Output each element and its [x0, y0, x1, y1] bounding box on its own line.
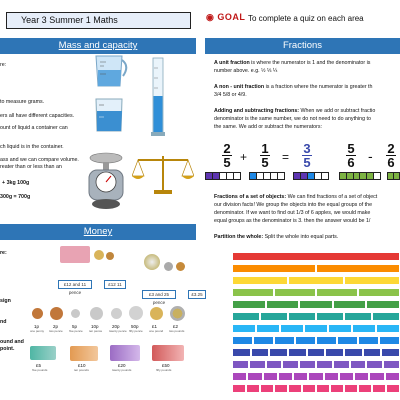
fraction-wall-cell [386, 384, 400, 393]
fraction-wall-cell [363, 348, 382, 357]
money-tag: £3 and 25 pence [142, 290, 176, 299]
coin-label: £1 [152, 324, 158, 329]
goal-logo-text: GOAL [217, 12, 246, 22]
fraction-wall-row [232, 372, 400, 381]
fraction-wall-cell [278, 372, 293, 381]
fraction-wall-cell [333, 300, 367, 309]
fractions-heading: Fractions [282, 40, 323, 51]
adding-fractions-text [214, 108, 400, 115]
balance-scale-icon [132, 152, 194, 196]
fraction-wall-cell [232, 264, 316, 273]
fraction-wall-cell [232, 312, 260, 321]
denominator: 5 [223, 155, 231, 170]
fraction-wall-cell [385, 372, 400, 381]
unit-fraction-desc: is where the numerator is 1 and the denominator is [249, 60, 371, 66]
denominator: 6 [347, 155, 355, 170]
fraction-wall-cell [369, 372, 384, 381]
money-header [0, 224, 196, 240]
fraction-wall-cell [256, 324, 280, 333]
beaker-icon [92, 97, 128, 133]
coin-image [94, 250, 104, 260]
fraction-wall-cell [232, 360, 249, 369]
fraction-wall-cell [266, 300, 300, 309]
fraction-wall-cell [358, 336, 379, 345]
fraction-wall-cell [288, 348, 307, 357]
fraction-wall-cell [293, 372, 308, 381]
ten-pence-coin [90, 307, 103, 320]
fraction-wall-cell [251, 348, 270, 357]
fraction-wall-cell [366, 360, 383, 369]
unit-fraction-example: number above. e.g. ½ ⅓ ¼ [214, 68, 278, 74]
fraction-wall-cell [358, 288, 400, 297]
fraction-5-6 [344, 142, 358, 169]
fraction-wall-cell [288, 276, 344, 285]
fraction-wall-cell [232, 300, 266, 309]
five-pound-note [30, 346, 56, 360]
fraction-wall-cell [383, 360, 400, 369]
set-fractions-desc-3: denominator. If we want to find out 1/3 of 6 apples, we would make [214, 210, 371, 216]
coin-sublabel: one penny [30, 329, 45, 333]
fraction-wall-cell [344, 312, 372, 321]
coin-sublabel: ten pence [89, 329, 103, 333]
measuring-jug-icon [90, 52, 130, 88]
fraction-wall-cell [381, 348, 400, 357]
partition-desc: Split the whole into equal parts. [263, 234, 339, 240]
fraction-1-5 [258, 142, 272, 169]
mass-line-3: ount of liquid a container can [0, 125, 68, 131]
weighing-scale-icon [86, 150, 128, 210]
note-label: £50 [162, 363, 170, 368]
coin-label: 10p [91, 324, 99, 329]
mass-line-2: ers all have different capacities. [0, 113, 75, 119]
fraction-wall-cell [299, 300, 333, 309]
note-label: £10 [78, 363, 86, 368]
fraction-wall-cell [232, 348, 251, 357]
fraction-wall-cell [328, 324, 352, 333]
fraction-wall-cell [352, 324, 376, 333]
bar-model-2-5 [205, 172, 241, 180]
fraction-wall-cell [232, 336, 253, 345]
five-pence-coin [71, 309, 80, 318]
unit-fraction-text [214, 60, 400, 67]
money-line-0: re: [0, 250, 7, 256]
fraction-wall-cell [379, 336, 400, 345]
fraction-wall-cell [282, 360, 299, 369]
fraction-wall-cell [307, 348, 326, 357]
bar-model-3-5 [293, 172, 329, 180]
coin-label: 2p [53, 324, 59, 329]
coin-image [106, 252, 114, 260]
fraction-wall-cell [247, 372, 262, 381]
fraction-wall-cell [372, 312, 400, 321]
fraction-wall-cell [344, 348, 363, 357]
fraction-wall-cell [316, 336, 337, 345]
fraction-wall-cell [302, 384, 316, 393]
note-label: £20 [118, 363, 126, 368]
set-fractions-desc: We can find fractions of a set of object [286, 194, 378, 200]
fraction-wall-cell [358, 384, 372, 393]
coin-sublabel: two pounds [169, 329, 185, 333]
fraction-wall-cell [344, 276, 400, 285]
coin-label: 1p [34, 324, 40, 329]
adding-fractions-title: Adding and subtracting fractions: [214, 108, 300, 114]
fraction-wall-cell [288, 312, 316, 321]
mass-line-1: to measure grams. [0, 99, 45, 105]
fraction-wall-cell [246, 384, 260, 393]
fraction-wall-cell [316, 264, 400, 273]
fraction-wall-cell [232, 372, 247, 381]
numerator: 1 [261, 141, 269, 156]
measuring-cylinder-icon [150, 56, 166, 138]
set-fractions-desc-4: equal groups as the denominator is 3. then the answer would be 1/ [214, 218, 371, 224]
fraction-wall-cell [325, 348, 344, 357]
fraction-wall-cell [232, 324, 256, 333]
fraction-wall-row [232, 348, 400, 357]
twenty-pence-coin [111, 308, 122, 319]
fraction-wall-cell [299, 360, 316, 369]
fraction-wall-cell [304, 324, 328, 333]
equals-sign: = [282, 150, 290, 164]
nonunit-fraction-text [214, 84, 400, 91]
fraction-wall-cell [316, 360, 333, 369]
banknote-image [60, 246, 90, 263]
nonunit-fraction-title: A non - unit fraction [214, 84, 265, 90]
fraction-bar-models [205, 172, 400, 181]
fraction-wall-cell [260, 312, 288, 321]
coin-sublabel: twenty pence [109, 329, 127, 333]
fraction-wall-cell [269, 348, 288, 357]
adding-fractions-desc-3: the same. We add or subtract the numerators: [214, 124, 322, 130]
note-label: £5 [36, 363, 42, 368]
fraction-wall-cell [232, 252, 400, 261]
fraction-wall-cell [316, 288, 358, 297]
coin-row [30, 306, 200, 336]
fraction-wall-cell [354, 372, 369, 381]
fraction-wall-cell [232, 384, 246, 393]
fraction-wall-cell [266, 360, 283, 369]
coin-sublabel: fifty pence [129, 329, 143, 333]
two-pence-coin [50, 307, 63, 320]
fraction-wall-cell [274, 288, 316, 297]
fraction-wall-cell [232, 276, 288, 285]
fraction-3-5 [300, 142, 314, 169]
coin-label: 20p [112, 324, 120, 329]
nonunit-fraction-example: 3/4 5/8 or 4/9. [214, 92, 247, 98]
goal-statement: To complete a quiz on each area [248, 14, 364, 23]
set-fractions-title: Fractions of a set of objects: [214, 194, 287, 200]
fraction-wall-cell [344, 384, 358, 393]
coin-sublabel: five pence [69, 329, 83, 333]
denominator: 5 [303, 155, 311, 170]
fraction-wall-row [232, 300, 400, 309]
coin-sublabel: two pence [49, 329, 63, 333]
fraction-wall-cell [339, 372, 354, 381]
adding-fractions-desc-2: denominator is the same number, we do not need to do anything to [214, 116, 371, 122]
fraction-wall-cell [337, 336, 358, 345]
unit-fraction-title: A unit fraction [214, 60, 250, 66]
mass-line-0: re: [0, 62, 7, 68]
fraction-wall-row [232, 336, 400, 345]
fraction-wall-cell [350, 360, 367, 369]
coin-image [144, 254, 160, 270]
numerator: 5 [347, 141, 355, 156]
fraction-wall-cell [324, 372, 339, 381]
note-sublabel: fifty pounds [156, 368, 172, 372]
mass-capacity-heading: Mass and capacity [58, 40, 138, 51]
fraction-wall-row [232, 324, 400, 333]
money-heading: Money [83, 226, 113, 237]
money-line-3: ound and [0, 339, 24, 345]
partition-text [214, 234, 338, 241]
fraction-wall-cell [333, 360, 350, 369]
fraction-wall-cell [274, 384, 288, 393]
note-sublabel: ten pounds [74, 368, 89, 372]
fifty-pence-coin [129, 306, 143, 320]
fraction-2-5 [220, 142, 234, 169]
banknote-row [30, 340, 200, 380]
fraction-wall [232, 252, 400, 396]
fraction-wall-cell [372, 384, 386, 393]
coin-image [164, 262, 173, 271]
numerator: 2 [387, 141, 395, 156]
money-line-2: nd [0, 319, 7, 325]
fraction-wall-row [232, 360, 400, 369]
twenty-pound-note [110, 345, 140, 361]
goal-logo [206, 12, 245, 23]
fraction-wall-row [232, 312, 400, 321]
fraction-wall-row [232, 264, 400, 273]
bar-model-1-5 [249, 172, 285, 180]
coin-label: 50p [131, 324, 139, 329]
coin-sublabel: one pound [149, 329, 164, 333]
fifty-pound-note [152, 345, 184, 361]
mass-line-5: ass and we can compare volume. [0, 157, 79, 163]
fraction-wall-cell [376, 324, 400, 333]
adding-fractions-desc: When we add or subtract fractio [299, 108, 376, 114]
numerator: 3 [303, 141, 311, 156]
bar-model-5-6 [339, 172, 381, 180]
fraction-wall-cell [366, 300, 400, 309]
one-pound-coin [150, 307, 163, 320]
fraction-2-6 [384, 142, 398, 169]
mass-line-6: reater than or less than an [0, 164, 62, 170]
fraction-wall-cell [263, 372, 278, 381]
denominator: 5 [261, 155, 269, 170]
page-title: Year 3 Summer 1 Maths [6, 12, 191, 29]
money-tag: £3.25 [188, 290, 206, 299]
coin-image [176, 262, 185, 271]
mass-line-4: ch liquid is in the container. [0, 144, 64, 150]
fraction-wall-row [232, 252, 400, 261]
set-fractions-desc-2: our division facts! We group the objects into the equal groups of the [214, 202, 373, 208]
numerator: 2 [223, 141, 231, 156]
denominator: 6 [387, 155, 395, 170]
fraction-wall-row [232, 288, 400, 297]
note-sublabel: twenty pounds [112, 368, 132, 372]
mass-line-8: 300g = 700g [0, 194, 31, 200]
fraction-wall-cell [232, 288, 274, 297]
fraction-wall-cell [274, 336, 295, 345]
fraction-wall-cell [330, 384, 344, 393]
money-line-4: point. [0, 346, 15, 352]
coin-label: £2 [173, 324, 179, 329]
fraction-wall-row [232, 384, 400, 393]
fraction-wall-cell [260, 384, 274, 393]
coin-label: 5p [72, 324, 78, 329]
fraction-wall-cell [316, 384, 330, 393]
money-line-1: sign [0, 298, 11, 304]
nonunit-fraction-desc: is a fraction where the numerator is greater th [264, 84, 373, 90]
fraction-wall-cell [308, 372, 323, 381]
target-icon: ◉ [206, 12, 215, 22]
penny-coin [32, 308, 43, 319]
money-tag: £12 11 [104, 280, 126, 289]
partition-title: Partition the whole: [214, 234, 264, 240]
fraction-wall-cell [295, 336, 316, 345]
bar-model-2-6 [387, 172, 400, 180]
ten-pound-note [70, 346, 98, 361]
note-sublabel: five pounds [32, 368, 48, 372]
two-pound-coin [170, 306, 185, 321]
fractions-header [205, 38, 400, 54]
plus-sign: + [240, 150, 248, 164]
fraction-wall-cell [316, 312, 344, 321]
set-fractions-text [214, 194, 400, 201]
fraction-wall-cell [288, 384, 302, 393]
fraction-wall-cell [280, 324, 304, 333]
money-tag: £12 and 11 pence [58, 280, 92, 289]
fraction-wall-row [232, 276, 400, 285]
minus-sign: - [368, 148, 373, 164]
mass-line-7: + 3kg 100g [2, 180, 30, 186]
fraction-wall-cell [249, 360, 266, 369]
fraction-wall-cell [253, 336, 274, 345]
